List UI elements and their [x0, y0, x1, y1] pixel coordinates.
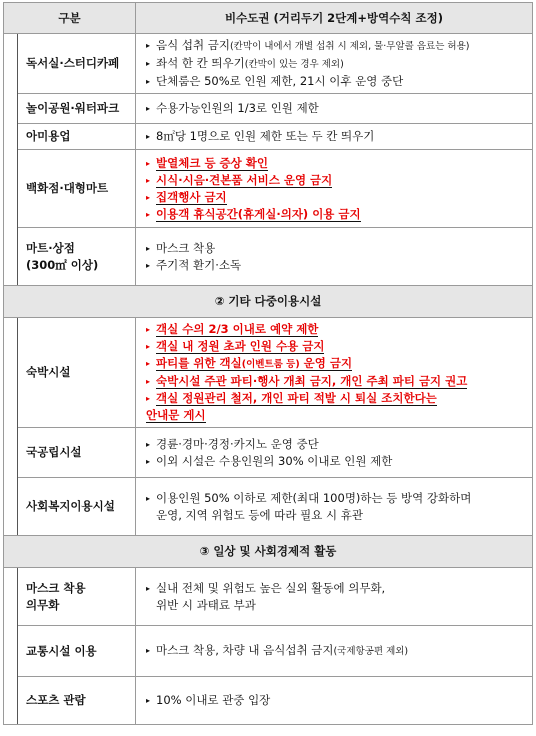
triangle-right-icon: ▸	[146, 158, 151, 168]
triangle-right-icon: ▸	[146, 325, 151, 334]
triangle-right-icon: ▸	[146, 260, 151, 270]
row-label: 사회복지이용시설	[18, 478, 136, 536]
list-item: ▸ 단체룸은 50%로 인원 제한, 21시 이후 운영 중단	[146, 74, 404, 88]
table-row	[4, 677, 533, 725]
list-item-continuation: 안내문 게시	[146, 408, 206, 422]
list-item: ▸ 집객행사 금지	[146, 189, 227, 204]
header-region: 비수도권 (거리두기 2단계+방역수칙 조정)	[136, 3, 533, 34]
row-content	[136, 626, 533, 677]
list-item: ▸ 음식 섭취 금지(칸막이 내에서 개별 섭취 시 제외, 물·무알콜 음료는 허용)	[146, 38, 470, 52]
row-label: 스포츠 관람	[18, 677, 136, 725]
triangle-right-icon: ▸	[146, 456, 151, 466]
row-content	[136, 124, 533, 150]
triangle-right-icon: ▸	[146, 41, 151, 50]
table-row	[4, 568, 533, 626]
triangle-right-icon: ▸	[146, 342, 151, 351]
list-item: ▸ 이용인원 50% 이하로 제한(최대 100명)하는 등 방역 강화하며	[146, 490, 472, 505]
row-content	[136, 478, 533, 536]
header-row	[4, 3, 533, 34]
row-label: 숙박시설	[18, 318, 136, 428]
table-row	[4, 318, 533, 428]
triangle-right-icon: ▸	[146, 104, 151, 113]
header-category: 구분	[4, 3, 136, 34]
triangle-right-icon: ▸	[146, 243, 151, 253]
row-content	[136, 428, 533, 478]
table-row	[4, 228, 533, 286]
row-content	[136, 228, 533, 286]
triangle-right-icon: ▸	[146, 59, 151, 68]
list-item: ▸ 파티를 위한 객실(이벤트룸 등) 운영 금지	[146, 356, 353, 370]
triangle-right-icon: ▸	[146, 583, 151, 593]
triangle-right-icon: ▸	[146, 394, 151, 403]
row-label: 아미용업	[18, 124, 136, 150]
list-item-continuation: 위반 시 과태료 부과	[156, 597, 256, 612]
section-row	[4, 536, 533, 568]
row-label: 마스크 착용 의무화	[18, 568, 136, 626]
triangle-right-icon: ▸	[146, 77, 151, 86]
list-item: ▸ 이외 시설은 수용인원의 30% 이내로 인원 제한	[146, 453, 393, 468]
list-item-continuation: 운영, 지역 위험도 등에 따라 필요 시 휴관	[156, 507, 363, 522]
row-label: 독서실·스터디카페	[18, 34, 136, 94]
row-content	[136, 568, 533, 626]
list-item: ▸ 객실 수의 2/3 이내로 예약 제한	[146, 322, 319, 336]
list-item: ▸ 발열체크 등 증상 확인	[146, 155, 268, 170]
section-title: ② 기타 다중이용시설	[4, 286, 533, 318]
row-label: 놀이공원·워터파크	[18, 94, 136, 124]
triangle-right-icon: ▸	[146, 192, 151, 202]
table-row	[4, 626, 533, 677]
list-item: ▸ 객실 내 정원 초과 인원 수용 금지	[146, 339, 325, 353]
table-row	[4, 124, 533, 150]
section-title: ③ 일상 및 사회경제적 활동	[4, 536, 533, 568]
list-item: ▸ 마스크 착용	[146, 240, 216, 255]
triangle-right-icon: ▸	[146, 359, 151, 368]
table-row	[4, 94, 533, 124]
list-item: ▸ 좌석 한 칸 띄우기(칸막이 있는 경우 제외)	[146, 56, 344, 70]
table-row	[4, 34, 533, 94]
list-item: ▸ 10% 이내로 관중 입장	[146, 693, 271, 707]
list-item: ▸ 마스크 착용, 차량 내 음식섭취 금지(국제항공편 제외)	[146, 643, 409, 657]
row-label: 마트·상점 (300㎡ 이상)	[18, 228, 136, 286]
row-content	[136, 677, 533, 725]
triangle-right-icon: ▸	[146, 132, 151, 141]
row-content	[136, 94, 533, 124]
list-item: ▸ 객실 정원관리 철저, 개인 파티 적발 시 퇴실 조치한다는	[146, 391, 437, 405]
triangle-right-icon: ▸	[146, 377, 151, 386]
table-row	[4, 478, 533, 536]
row-content	[136, 318, 533, 428]
row-label: 교통시설 이용	[18, 626, 136, 677]
triangle-right-icon: ▸	[146, 209, 151, 219]
triangle-right-icon: ▸	[146, 439, 151, 449]
list-item: ▸ 수용가능인원의 1/3로 인원 제한	[146, 101, 319, 115]
list-item: ▸ 숙박시설 주관 파티·행사 개최 금지, 개인 주최 파티 금지 권고	[146, 374, 468, 388]
list-item: ▸ 경륜·경마·경정·카지노 운영 중단	[146, 436, 319, 451]
list-item: ▸ 8㎡당 1명으로 인원 제한 또는 두 칸 띄우기	[146, 129, 375, 143]
row-label: 국공립시설	[18, 428, 136, 478]
row-content	[136, 150, 533, 228]
list-item: ▸ 시식·시음·견본품 서비스 운영 금지	[146, 172, 333, 187]
table-row	[4, 150, 533, 228]
triangle-right-icon: ▸	[146, 493, 151, 503]
list-item: ▸ 주기적 환기·소독	[146, 257, 242, 272]
row-label: 백화점·대형마트	[18, 150, 136, 228]
list-item: ▸ 실내 전체 및 위험도 높은 실외 활동에 의무화,	[146, 580, 386, 595]
triangle-right-icon: ▸	[146, 175, 151, 185]
triangle-right-icon: ▸	[146, 646, 151, 655]
table-row	[4, 428, 533, 478]
distancing-table	[3, 2, 533, 725]
triangle-right-icon: ▸	[146, 696, 151, 705]
list-item: ▸ 이용객 휴식공간(휴게실·의자) 이용 금지	[146, 206, 361, 221]
row-content	[136, 34, 533, 94]
section-row	[4, 286, 533, 318]
